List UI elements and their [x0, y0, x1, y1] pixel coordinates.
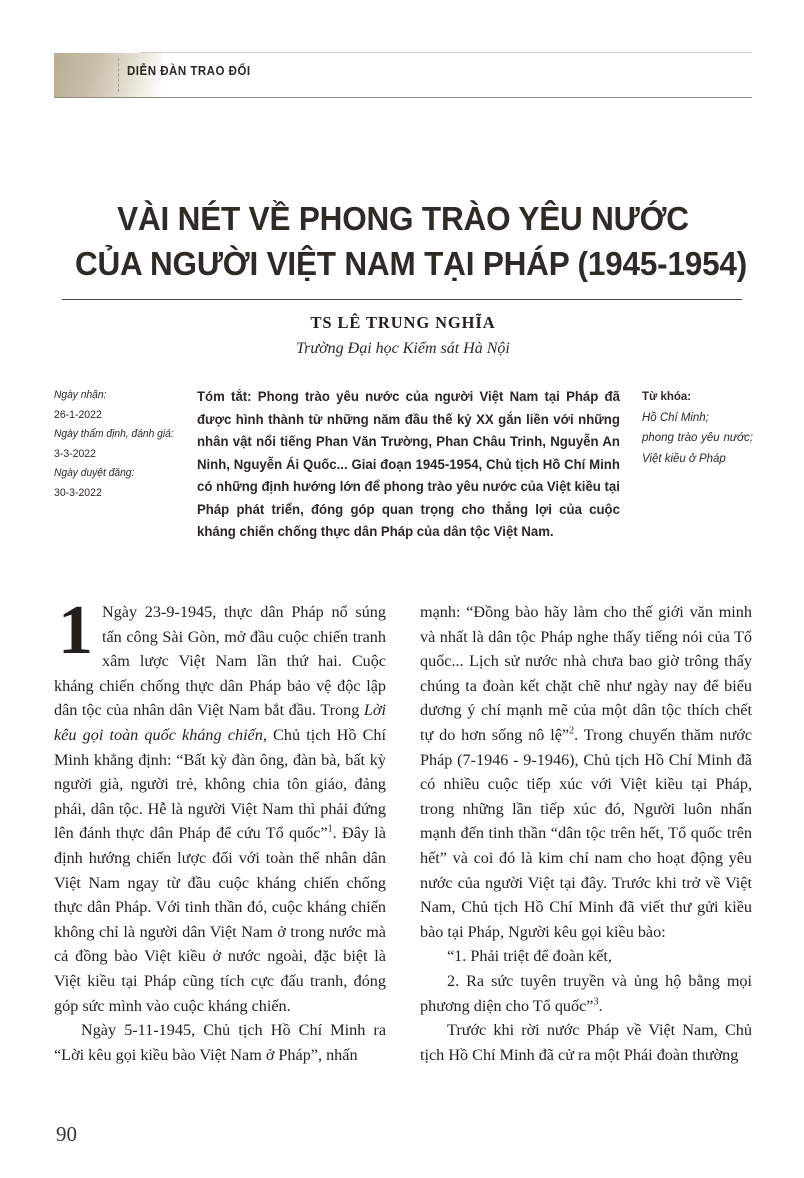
abstract-band	[54, 386, 752, 582]
received-date: 26-1-2022	[54, 408, 102, 421]
accepted-label: Ngày duyệt đăng:	[54, 467, 135, 479]
footnote-marker[interactable]: 1	[327, 823, 333, 835]
running-head-divider	[118, 58, 120, 92]
drop-cap: 1	[58, 592, 93, 669]
article-header	[54, 175, 752, 310]
page-title	[74, 197, 748, 287]
article-title-line-2: CỦA NGƯỜI VIỆT NAM TẠI PHÁP (1945-1954)	[74, 246, 748, 284]
abstract-text: Tóm tắt: Phong trào yêu nước của người Việt Nam tại Pháp đã được hình thành từ những năm đầu thế kỷ XX gắn liền với những nhân vật nổi tiếng Phan Văn Trường, Phan Châu Trinh, Nguyễn An Ninh, Nguyễn Ái Quốc... Giai đoạn 1945-1954, Chủ tịch Hồ Chí Minh có những định hướng lớn để phong trào yêu nước của Việt kiều tại Pháp phát triển, đóng góp quan trọng cho thắng lợi của cuộc kháng chiến chống thực dân Pháp của dân tộc Việt Nam.	[197, 389, 620, 539]
paragraph-text: 2. Ra sức tuyên truyền và ủng hộ bằng mọi phương diện cho Tổ quốc”	[420, 971, 752, 1015]
author-affiliation: Trường Đại học Kiểm sát Hà Nội	[296, 340, 510, 357]
paragraph-text: . Trong chuyến thăm nước Pháp (7-1946 - 9-1946), Chủ tịch Hồ Chí Minh đã có nhiều cuộc tiếp xúc với Việt kiều tại Pháp, trong những lần tiếp xúc đó, Người luôn nhấn mạnh đến tinh thần “dân tộc trên hết, Tổ quốc trên hết” và coi đó là kim chỉ nam cho hoạt động yêu nước của người Việt tại đây. Trước khi trở về Việt Nam, Chủ tịch Hồ Chí Minh đã viết thư gửi kiều bào tại Pháp, Người kêu gọi kiều bào:	[420, 725, 753, 941]
byline	[54, 313, 752, 358]
accepted-date: 30-3-2022	[54, 486, 102, 499]
paragraph-text: Ngày 23-9-1945, thực dân Pháp nổ súng tấn công Sài Gòn, mở đầu cuộc chiến tranh xâm lược Việt Nam lần thứ hai. Cuộc kháng chiến chống thực dân Pháp bảo vệ độc lập dân tộc của nhân dân Việt Nam bắt đầu. Trong	[54, 603, 386, 720]
body-column-left	[54, 592, 386, 1067]
keyword-item-1: Hồ Chí Minh;	[642, 409, 709, 424]
article-title-line-1: VÀI NÉT VỀ PHONG TRÀO YÊU NƯỚC	[117, 201, 689, 239]
paragraph-text: mạnh: “Đồng bào hãy làm cho thế giới văn minh và nhất là dân tộc Pháp nghe thấy tiếng nói của Tổ quốc... Lịch sử nước nhà chưa bao giờ trông thấy chúng ta đoàn kết chặt chẽ như ngày nay để biểu dương ý chí mạnh mẽ của một dân tộc thích chết tự do hơn sống nô lệ”	[420, 603, 752, 744]
keyword-item-3: Việt kiều ở Pháp	[642, 450, 726, 465]
body-columns	[54, 592, 753, 1100]
keywords-block	[642, 386, 753, 468]
paragraph: Trước khi rời nước Pháp về Việt Nam, Chủ tịch Hồ Chí Minh đã cử ra một Phái đoàn thường	[420, 1021, 752, 1064]
paragraph: “1. Phải triệt để đoàn kết,	[447, 947, 612, 966]
section-label: DIỄN ĐÀN TRAO ĐỔI	[127, 64, 251, 78]
running-head-top-rule	[140, 52, 752, 53]
page-number: 90	[56, 1122, 77, 1146]
paragraph-text: . Đây là định hướng chiến lược đối với toàn thể nhân dân Việt Nam ngay từ đầu cuộc kháng chiến chống thực dân Pháp. Với tinh thần đó, cuộc kháng chiến không chỉ là người dân Việt Nam ở trong nước mà cả đồng bào Việt kiều ở nước ngoài, đặc biệt là Việt kiều tại Pháp cũng tích cực đấu tranh, đóng góp sức mình vào cuộc kháng chiến.	[54, 824, 386, 1015]
footnote-marker[interactable]: 3	[593, 996, 599, 1008]
review-date: 3-3-2022	[54, 447, 96, 460]
body-column-right	[420, 600, 752, 1067]
keyword-item-2: phong trào yêu nước;	[642, 430, 753, 444]
received-label: Ngày nhận:	[54, 389, 107, 401]
paragraph-text: , Chủ tịch Hồ Chí Minh khẳng định: “Bất kỳ đàn ông, đàn bà, bất kỳ người già, người trẻ, không chia tôn giáo, đảng phái, dân tộc. Hễ là người Việt Nam thì phải đứng lên đánh thực dân Pháp để cứu Tổ quốc”	[54, 725, 386, 843]
submission-metadata	[54, 386, 192, 503]
paragraph	[54, 592, 386, 1018]
title-divider-rule	[62, 299, 742, 300]
running-head	[0, 50, 804, 102]
paragraph	[420, 969, 752, 1018]
footnote-marker[interactable]: 2	[569, 725, 575, 737]
paragraph: Ngày 5-11-1945, Chủ tịch Hồ Chí Minh ra “Lời kêu gọi kiều bào Việt Nam ở Pháp”, nhấn	[54, 1021, 386, 1064]
paragraph-text: .	[598, 996, 603, 1015]
author-name: TS LÊ TRUNG NGHĨA	[310, 313, 496, 332]
cited-work-title: Lời kêu gọi toàn quốc kháng chiến	[54, 701, 386, 744]
running-head-bottom-rule	[54, 97, 752, 98]
review-label: Ngày thẩm định, đánh giá:	[54, 428, 174, 440]
paragraph	[420, 600, 752, 944]
keywords-label: Từ khóa:	[642, 389, 692, 403]
